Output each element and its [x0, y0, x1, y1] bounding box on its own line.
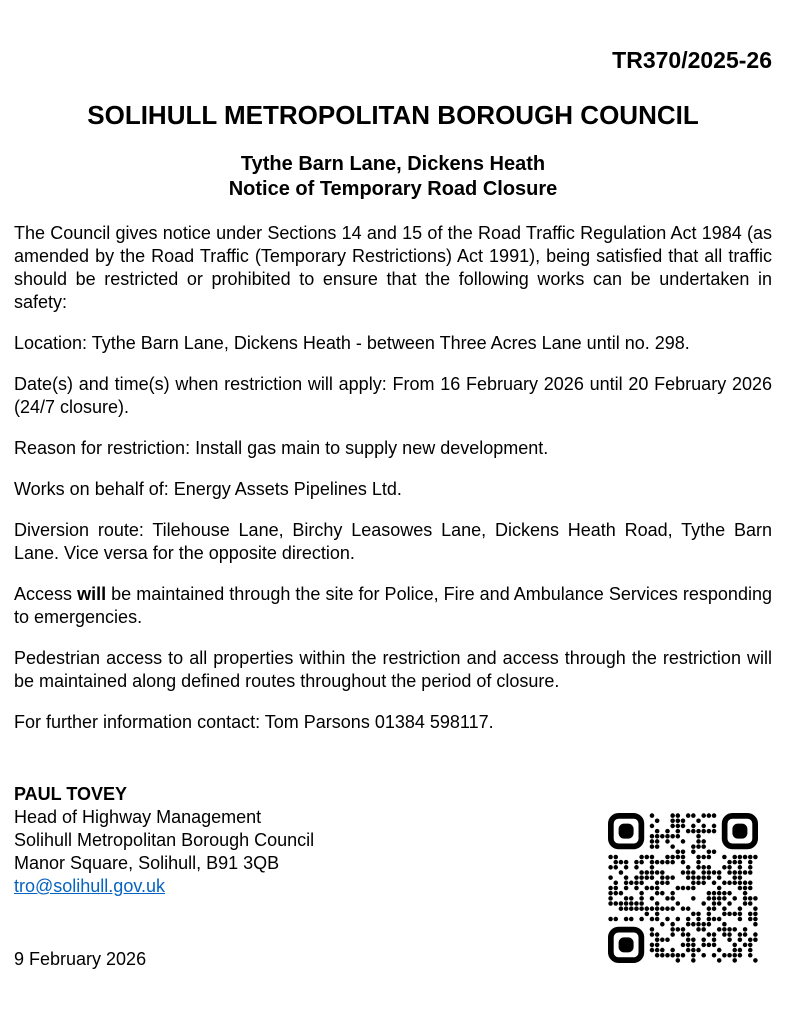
contact-paragraph: For further information contact: Tom Parsons 01384 598117. — [14, 712, 494, 732]
qr-code-svg — [608, 813, 758, 963]
signatory-address: Manor Square, Solihull, B91 3QB — [14, 853, 280, 873]
dates-paragraph: Date(s) and time(s) when restriction will apply: From 16 February 2026 until 20 February 2026 (24/7 closure). — [14, 374, 772, 417]
access-paragraph — [14, 583, 772, 629]
qr-code — [608, 813, 758, 963]
notice-body — [14, 222, 772, 734]
document-reference-number: TR370/2025-26 — [612, 47, 772, 73]
contact-email-link[interactable]: tro@solihull.gov.uk — [14, 876, 166, 896]
signatory-role: Head of Highway Management — [14, 807, 262, 827]
reason-paragraph: Reason for restriction: Install gas main to supply new development. — [14, 438, 549, 458]
intro-paragraph: The Council gives notice under Sections 14 and 15 of the Road Traffic Regulation Act 1984 (as amended by the Road Traffic (Temporary Restrictions) Act 1991), being satisfied that all traffic should be restricted or prohibited to ensure that the following works can be undertaken in safety: — [14, 223, 772, 312]
notice-subtitle — [14, 152, 772, 202]
subtitle-notice-type: Notice of Temporary Road Closure — [228, 178, 558, 200]
access-text-bold: will — [77, 584, 107, 604]
access-text-prefix: Access — [14, 584, 73, 604]
works-paragraph: Works on behalf of: Energy Assets Pipelines Ltd. — [14, 479, 402, 499]
location-paragraph: Location: Tythe Barn Lane, Dickens Heath - between Three Acres Lane until no. 298. — [14, 333, 690, 353]
notice-date: 9 February 2026 — [14, 949, 147, 969]
subtitle-street: Tythe Barn Lane, Dickens Heath — [240, 153, 546, 175]
signatory-name: PAUL TOVEY — [14, 784, 128, 804]
access-text-suffix: be maintained through the site for Police, Fire and Ambulance Services responding to emergencies. — [14, 584, 772, 627]
signatory-organisation: Solihull Metropolitan Borough Council — [14, 830, 315, 850]
pedestrian-paragraph: Pedestrian access to all properties within the restriction and access through the restriction will be maintained along defined routes throughout the period of closure. — [14, 648, 772, 691]
diversion-paragraph: Diversion route: Tilehouse Lane, Birchy Leasowes Lane, Dickens Heath Road, Tythe Barn Lane. Vice versa for the opposite direction. — [14, 520, 772, 563]
council-title: SOLIHULL METROPOLITAN BOROUGH COUNCIL — [87, 100, 699, 130]
